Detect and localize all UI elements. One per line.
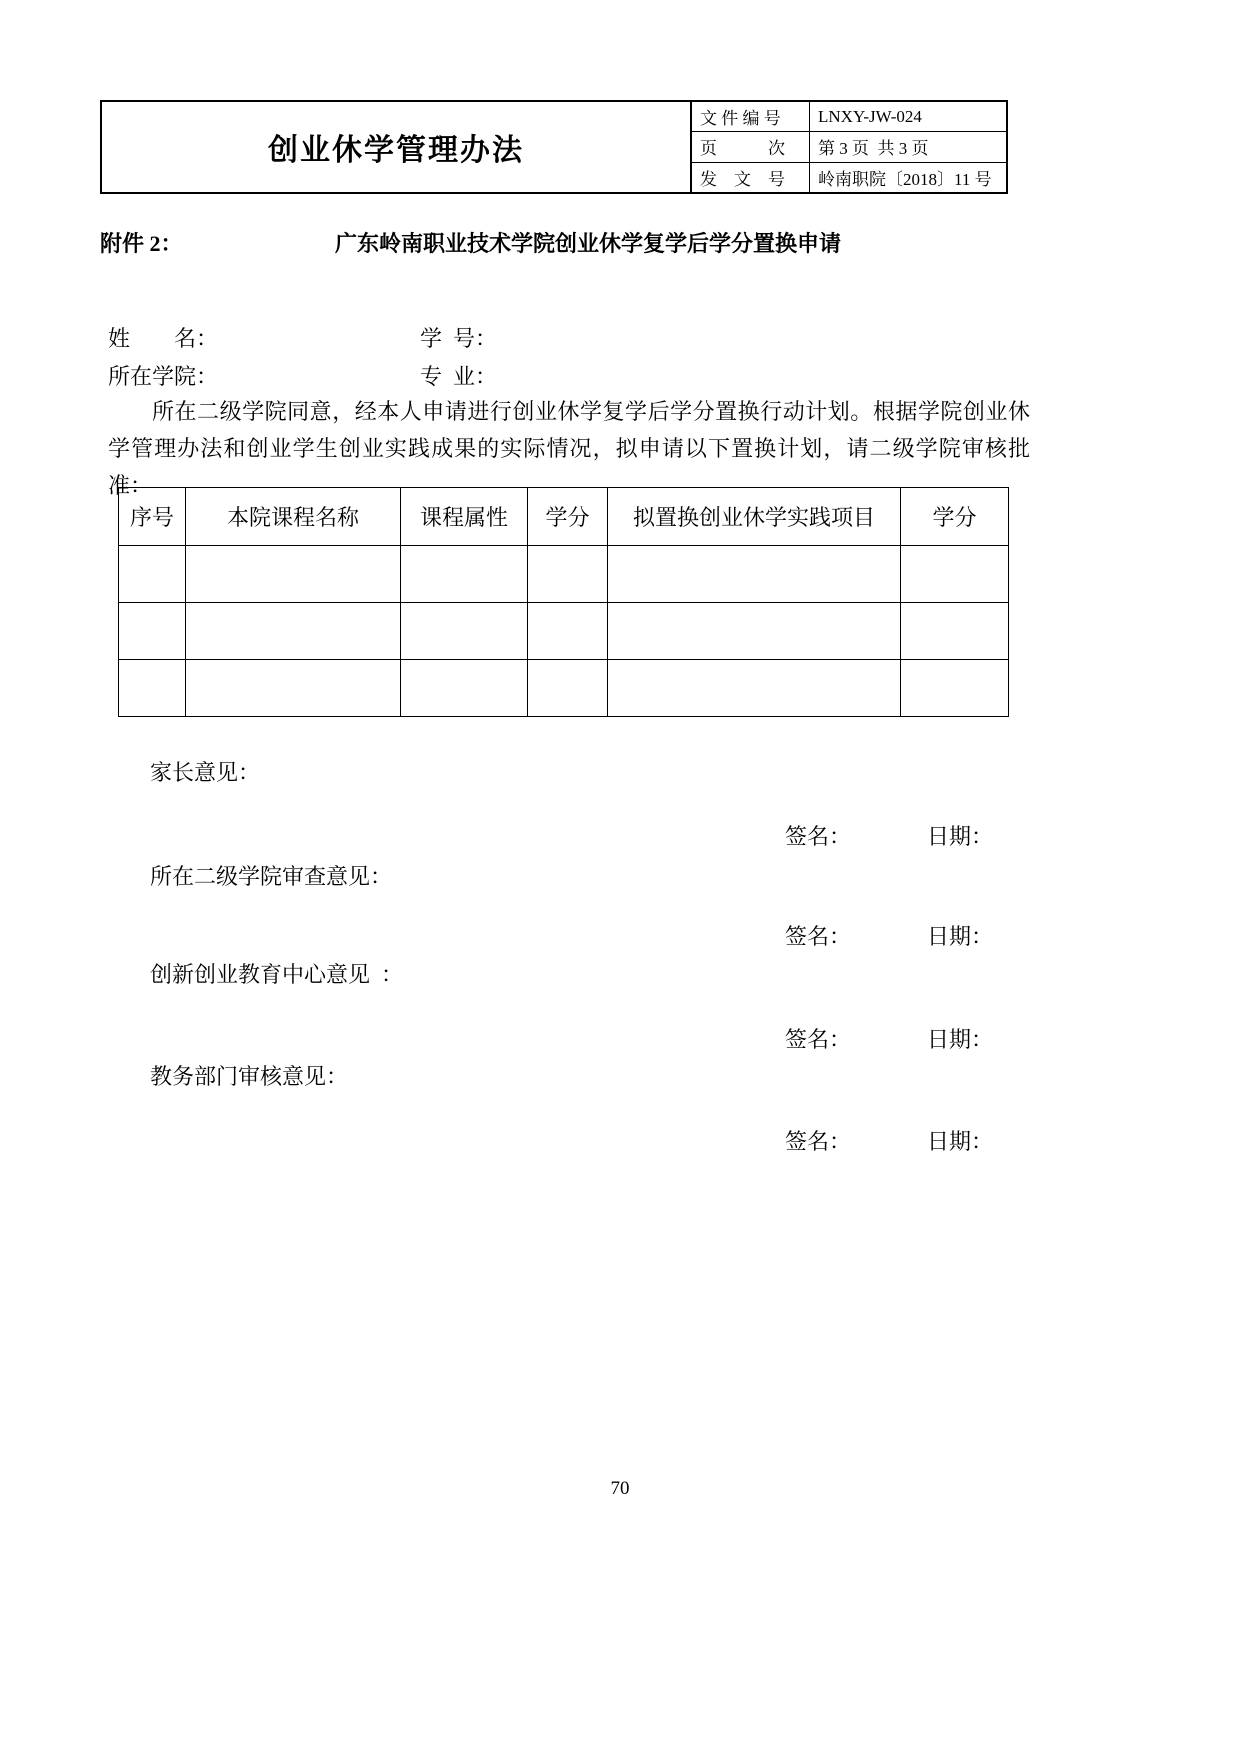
meta-row-file-number bbox=[692, 102, 1006, 132]
application-paragraph: 所在二级学院同意，经本人申请进行创业休学复学后学分置换行动计划。根据学院创业休学管理办法和创业学生创业实践成果的实际情况，拟申请以下置换计划，请二级学院审核批准： bbox=[108, 399, 1030, 498]
empty-cell bbox=[186, 546, 401, 603]
table-row bbox=[119, 603, 1009, 660]
empty-cell bbox=[608, 660, 901, 717]
col-header-course-name: 本院课程名称 bbox=[186, 488, 401, 546]
meta-value-issue-number: 岭南职院〔2018〕11 号 bbox=[818, 169, 992, 189]
empty-cell bbox=[119, 660, 186, 717]
innovation-center-sign-line bbox=[785, 1023, 993, 1054]
signature-label: 签名： bbox=[785, 924, 852, 949]
page-number: 70 bbox=[610, 1478, 630, 1499]
empty-cell bbox=[901, 546, 1009, 603]
credit-replacement-table bbox=[118, 487, 1009, 717]
meta-value-page-number: 第 3 页 共 3 页 bbox=[818, 139, 929, 159]
meta-row-page-number bbox=[692, 132, 1006, 162]
empty-cell bbox=[901, 660, 1009, 717]
empty-cell bbox=[528, 546, 608, 603]
table-row bbox=[119, 546, 1009, 603]
col-header-index: 序号 bbox=[119, 488, 186, 546]
signature-label: 签名： bbox=[785, 1129, 852, 1154]
parent-opinion-label: 家长意见： bbox=[150, 760, 261, 785]
college-field-label: 所在学院： bbox=[108, 364, 219, 389]
document-title: 创业休学管理办法 bbox=[268, 134, 524, 167]
col-header-credits: 学分 bbox=[528, 488, 608, 546]
empty-cell bbox=[608, 603, 901, 660]
academic-affairs-sign-line bbox=[785, 1125, 993, 1156]
col-header-course-type: 课程属性 bbox=[401, 488, 528, 546]
empty-cell bbox=[186, 660, 401, 717]
signature-label: 签名： bbox=[785, 1027, 852, 1052]
empty-cell bbox=[528, 603, 608, 660]
empty-cell bbox=[401, 660, 528, 717]
name-field-label: 姓 名： bbox=[108, 326, 219, 351]
parent-opinion-sign-line bbox=[785, 820, 993, 851]
document-title-area bbox=[102, 102, 690, 192]
meta-row-issue-number bbox=[692, 163, 1006, 192]
document-header-box bbox=[100, 100, 1008, 194]
attachment-label: 附件 2： bbox=[100, 231, 183, 256]
date-label: 日期： bbox=[927, 1129, 994, 1154]
college-review-opinion-label: 所在二级学院审查意见： bbox=[150, 864, 393, 889]
meta-label-page-number: 页 次 bbox=[692, 132, 810, 161]
date-label: 日期： bbox=[927, 824, 994, 849]
empty-cell bbox=[119, 546, 186, 603]
empty-cell bbox=[401, 546, 528, 603]
student-id-field-label: 学 号： bbox=[420, 326, 498, 351]
empty-cell bbox=[401, 603, 528, 660]
empty-cell bbox=[901, 603, 1009, 660]
col-header-credits-2: 学分 bbox=[901, 488, 1009, 546]
signature-label: 签名： bbox=[785, 824, 852, 849]
date-label: 日期： bbox=[927, 1027, 994, 1052]
empty-cell bbox=[608, 546, 901, 603]
college-review-sign-line bbox=[785, 920, 993, 951]
major-field-label: 专 业： bbox=[420, 364, 498, 389]
document-meta-table bbox=[690, 102, 1006, 192]
attachment-title: 广东岭南职业技术学院创业休学复学后学分置换申请 bbox=[335, 231, 842, 256]
meta-label-issue-number: 发 文 号 bbox=[692, 163, 810, 192]
meta-label-file-number: 文 件 编 号 bbox=[692, 102, 810, 131]
meta-value-file-number: LNXY-JW-024 bbox=[818, 106, 922, 126]
innovation-center-opinion-label: 创新创业教育中心意见 ： bbox=[150, 962, 404, 987]
date-label: 日期： bbox=[927, 924, 994, 949]
empty-cell bbox=[186, 603, 401, 660]
empty-cell bbox=[119, 603, 186, 660]
table-row bbox=[119, 660, 1009, 717]
col-header-practice-project: 拟置换创业休学实践项目 bbox=[608, 488, 901, 546]
academic-affairs-opinion-label: 教务部门审核意见： bbox=[150, 1064, 349, 1089]
table-header-row bbox=[119, 488, 1009, 546]
empty-cell bbox=[528, 660, 608, 717]
